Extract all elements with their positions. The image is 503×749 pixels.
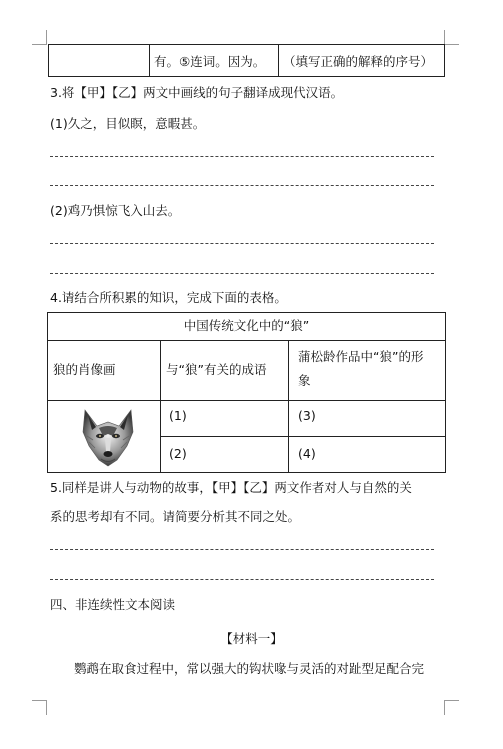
q4-prompt: 4.请结合所积累的知识，完成下面的表格。	[50, 290, 287, 305]
crop-mark-bottom-right	[444, 700, 459, 715]
table-title: 中国传统文化中的“狼”	[183, 318, 310, 333]
top-table-right-text: （填写正确的解释的序号）	[283, 54, 434, 69]
answer-line[interactable]	[50, 243, 434, 244]
material-title: 【材料一】	[220, 631, 283, 646]
q5-line2: 系的思考却有不同。请简要分析其不同之处。	[50, 509, 301, 524]
header-idioms: 与“狼”有关的成语	[166, 362, 267, 377]
blank-label-1: (1)	[169, 408, 187, 423]
blank-label-2: (2)	[169, 446, 187, 461]
crop-mark-top-left	[32, 30, 47, 45]
top-table-middle-text: 有。⑤连词。因为。	[154, 54, 266, 69]
header-pu-songling-line1: 蒲松龄作品中“狼”的形	[298, 349, 424, 364]
wolf-culture-table	[47, 312, 446, 473]
q5-line1: 5.同样是讲人与动物的故事，【甲】【乙】两文作者对人与自然的关	[50, 480, 412, 495]
answer-line[interactable]	[50, 156, 434, 157]
crop-mark-bottom-left	[32, 700, 47, 715]
blank-label-4: (4)	[298, 446, 316, 461]
header-pu-songling-line2: 象	[298, 373, 311, 388]
answer-line[interactable]	[50, 579, 434, 580]
q3-prompt: 3.将【甲】【乙】两文中画线的句子翻译成现代汉语。	[50, 85, 344, 100]
wolf-portrait-icon	[75, 406, 141, 468]
answer-line[interactable]	[50, 549, 434, 550]
answer-line[interactable]	[50, 185, 434, 186]
section-heading: 四、非连续性文本阅读	[50, 597, 176, 612]
blank-label-3: (3)	[298, 408, 316, 423]
material-body: 鹦鹉在取食过程中，常以强大的钩状喙与灵活的对趾型足配合完	[74, 661, 425, 676]
answer-line[interactable]	[50, 273, 434, 274]
q3-item2: (2)鸡乃惧惊飞入山去。	[50, 203, 181, 218]
header-portrait: 狼的肖像画	[53, 362, 116, 377]
q3-item1: (1)久之，目似瞑，意暇甚。	[50, 116, 206, 131]
top-table-cell-left	[48, 44, 150, 77]
crop-mark-top-right	[444, 30, 459, 45]
